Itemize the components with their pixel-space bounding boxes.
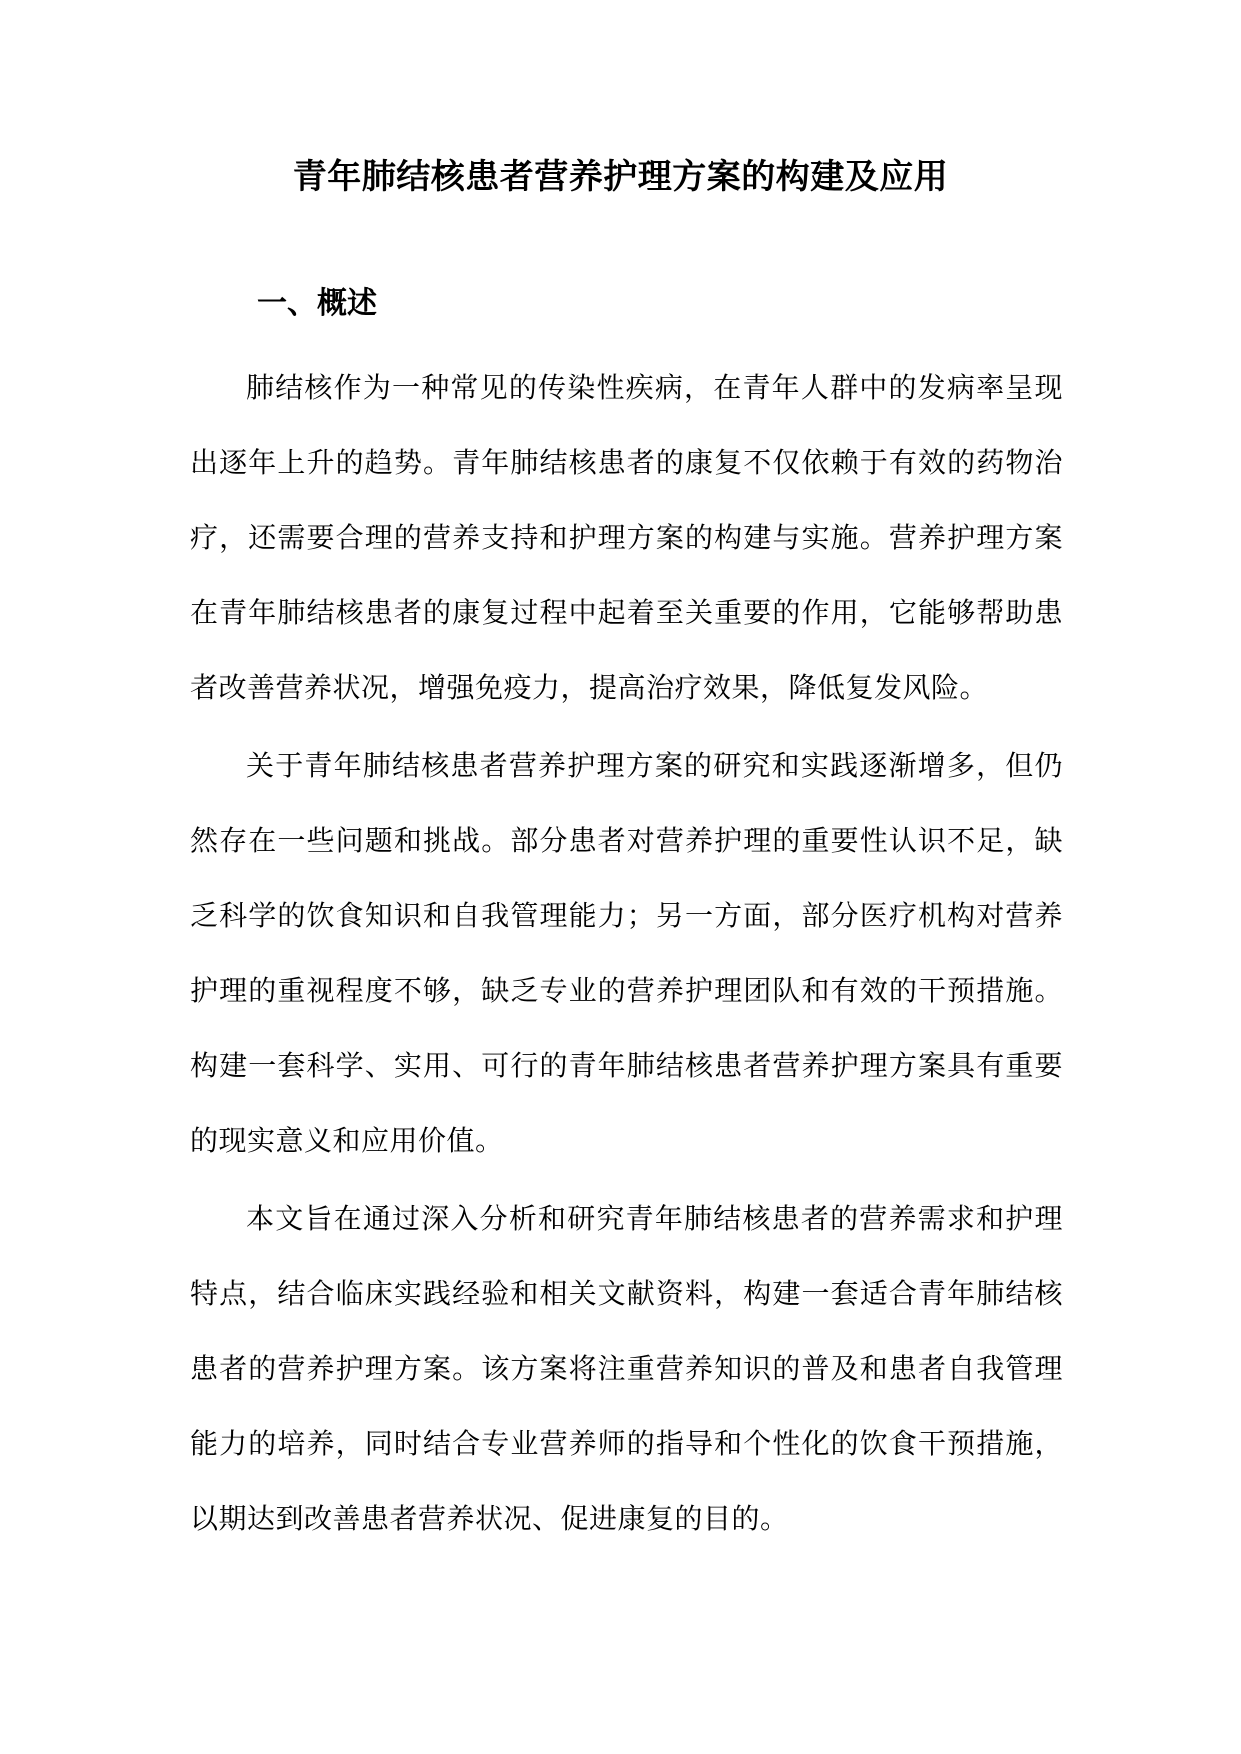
paragraph-2: 关于青年肺结核患者营养护理方案的研究和实践逐渐增多，但仍然存在一些问题和挑战。部分患者对营养护理的重要性认识不足，缺乏科学的饮食知识和自我管理能力；另一方面，部分医疗机构对营养护理的重视程度不够，缺乏专业的营养护理团队和有效的干预措施。构建一套科学、实用、可行的青年肺结核患者营养护理方案具有重要的现实意义和应用价值。	[190, 749, 1063, 1157]
paragraph-1: 肺结核作为一种常见的传染性疾病，在青年人群中的发病率呈现出逐年上升的趋势。青年肺结核患者的康复不仅依赖于有效的药物治疗，还需要合理的营养支持和护理方案的构建与实施。营养护理方案在青年肺结核患者的康复过程中起着至关重要的作用，它能够帮助患者改善营养状况，增强免疫力，提高治疗效果，降低复发风险。	[190, 371, 1063, 704]
document-title: 青年肺结核患者营养护理方案的构建及应用	[292, 157, 949, 197]
paragraph-3: 本文旨在通过深入分析和研究青年肺结核患者的营养需求和护理特点，结合临床实践经验和相关文献资料，构建一套适合青年肺结核患者的营养护理方案。该方案将注重营养知识的普及和患者自我管理能力的培养，同时结合专业营养师的指导和个性化的饮食干预措施，以期达到改善患者营养状况、促进康复的目的。	[190, 1202, 1063, 1535]
section-heading: 一、概述	[257, 286, 377, 321]
